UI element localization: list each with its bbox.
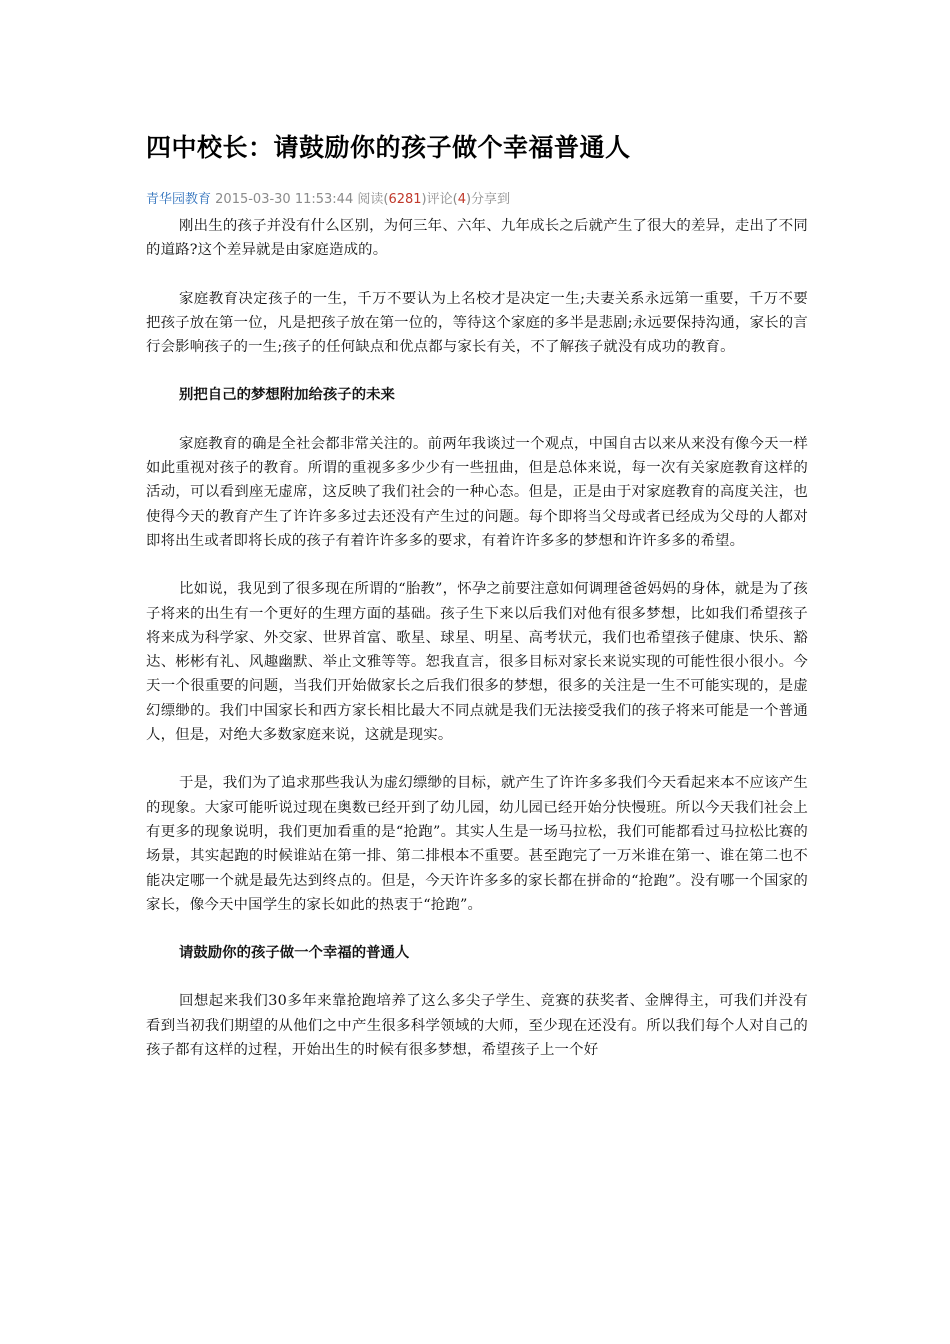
section-heading-2: 请鼓励你的孩子做一个幸福的普通人 bbox=[179, 945, 410, 962]
publish-datetime: 2015-03-30 11:53:44 bbox=[211, 192, 358, 207]
author-link[interactable]: 青华园教育 bbox=[146, 192, 212, 207]
paragraph-5: 于是，我们为了追求那些我认为虚幻缥缈的目标，就产生了许许多多我们今天看起来本不应该产生的现象。大家可能听说过现在奥数已经开到了幼儿园，幼儿园已经开始分快慢班。所以今天我们社会上有更多的现象说明，我们更加看重的是“抢跑”。其实人生是一场马拉松，我们可能都看过马拉松比赛的场景，其实起跑的时候谁站在第一排、第二排根本不重要。甚至跑完了一万米谁在第一、谁在第二也不能决定哪一个就是最先达到终点的。但是，今天许许多多的家长都在拼命的“抢跑”。没有哪一个国家的家长，像今天中国学生的家长如此的热衷于“抢跑”。 bbox=[146, 775, 808, 913]
comment-count[interactable]: 4 bbox=[457, 192, 466, 207]
article-meta bbox=[146, 190, 510, 210]
paragraph-6: 回想起来我们30多年来靠抢跑培养了这么多尖子学生、竞赛的获奖者、金牌得主，可我们并没有看到当初我们期望的从他们之中产生很多科学领域的大师，至少现在还没有。所以我们每个人对自己的孩子都有这样的过程，开始出生的时候有很多梦想，希望孩子上一个好 bbox=[146, 993, 808, 1059]
article-body bbox=[146, 214, 808, 1062]
paragraph-1: 刚出生的孩子并没有什么区别，为何三年、六年、九年成长之后就产生了很大的差异，走出了不同的道路?这个差异就是由家庭造成的。 bbox=[146, 218, 808, 259]
share-label[interactable]: )分享到 bbox=[465, 192, 511, 207]
comment-label[interactable]: )评论( bbox=[421, 192, 458, 207]
paragraph-3: 家庭教育的确是全社会都非常关注的。前两年我谈过一个观点，中国自古以来从来没有像今天一样如此重视对孩子的教育。所谓的重视多多少少有一些扭曲，但是总体来说，每一次有关家庭教育这样的活动，可以看到座无虚席，这反映了我们社会的一种心态。但是，正是由于对家庭教育的高度关注，也使得今天的教育产生了许许多多过去还没有产生过的问题。每个即将当父母或者已经成为父母的人都对即将出生或者即将长成的孩子有着许许多多的要求，有着许许多多的梦想和许许多多的希望。 bbox=[146, 435, 808, 549]
read-count: 6281 bbox=[388, 192, 422, 207]
article-title: 四中校长：请鼓励你的孩子做个幸福普通人 bbox=[146, 133, 631, 162]
section-heading-1: 别把自己的梦想附加给孩子的未来 bbox=[179, 387, 395, 404]
paragraph-4: 比如说，我见到了很多现在所谓的“胎教”，怀孕之前要注意如何调理爸爸妈妈的身体，就是为了孩子将来的出生有一个更好的生理方面的基础。孩子生下来以后我们对他有很多梦想，比如我们希望孩子将来成为科学家、外交家、世界首富、歌星、球星、明星、高考状元，我们也希望孩子健康、快乐、豁达、彬彬有礼、风趣幽默、举止文雅等等。恕我直言，很多目标对家长来说实现的可能性很小很小。今天一个很重要的问题，当我们开始做家长之后我们很多的梦想，很多的关注是一生不可能实现的，是虚幻缥缈的。我们中国家长和西方家长相比最大不同点就是我们无法接受我们的孩子将来可能是一个普通人，但是，对绝大多数家庭来说，这就是现实。 bbox=[146, 581, 808, 744]
read-label: 阅读( bbox=[357, 192, 389, 207]
paragraph-2: 家庭教育决定孩子的一生，千万不要认为上名校才是决定一生;夫妻关系永远第一重要，千万不要把孩子放在第一位，凡是把孩子放在第一位的，等待这个家庭的多半是悲剧;永远要保持沟通，家长的言行会影响孩子的一生;孩子的任何缺点和优点都与家长有关，不了解孩子就没有成功的教育。 bbox=[146, 290, 808, 356]
